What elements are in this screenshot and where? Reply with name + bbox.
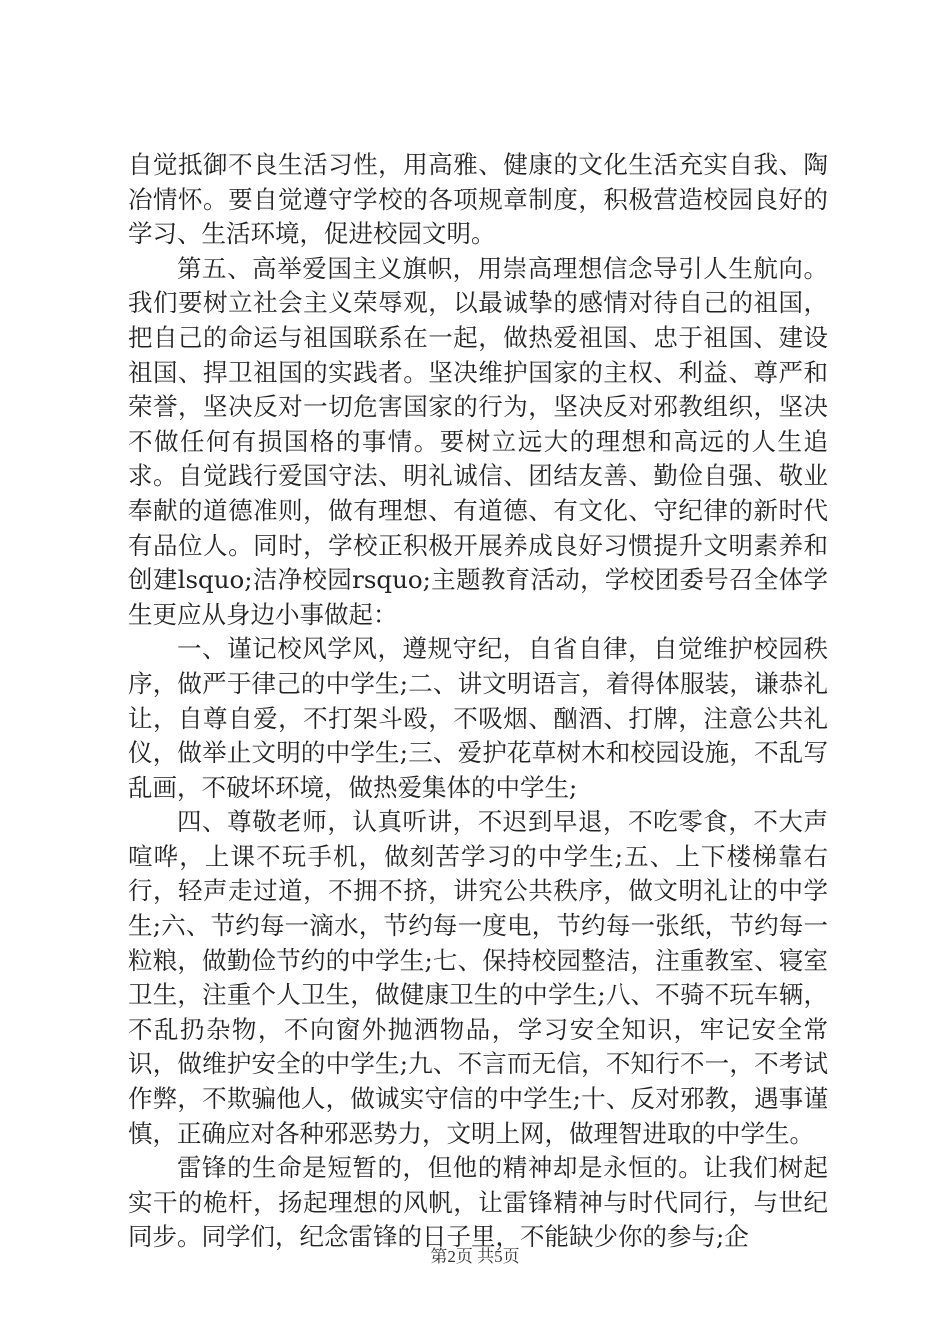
paragraph-3: 一、谨记校风学风，遵规守纪，自省自律，自觉维护校园秩序，做严于律己的中学生;二、讲文明语言，着得体服装，谦恭礼让，自尊自爱，不打架斗殴，不吸烟、酗酒、打牌，注意公共礼仪，做举止文明的中学生;三、爱护花草树木和校园设施，不乱写乱画，不破坏环境，做热爱集体的中学生; <box>128 634 828 802</box>
paragraph-4: 四、尊敬老师，认真听讲，不迟到早退，不吃零食，不大声喧哗，上课不玩手机，做刻苦学习的中学生;五、上下楼梯靠右行，轻声走过道，不拥不挤，讲究公共秩序，做文明礼让的中学生;六、节约每一滴水，节约每一度电，节约每一张纸，节约每一粒粮，做勤俭节约的中学生;七、保持校园整洁，注重教室、寝室卫生，注重个人卫生，做健康卫生的中学生;八、不骑不玩车辆，不乱扔杂物，不向窗外抛洒物品，学习安全知识，牢记安全常识，做维护安全的中学生;九、不言而无信，不知行不一，不考试作弊，不欺骗他人，做诚实守信的中学生;十、反对邪教，遇事谨慎，正确应对各种邪恶势力，文明上网，做理智进取的中学生。 <box>128 807 828 1148</box>
page-number-label: 第2页 共5页 <box>430 1247 520 1266</box>
paragraph-2: 第五、高举爱国主义旗帜，用崇高理想信念导引人生航向。我们要树立社会主义荣辱观，以最诚挚的感情对待自己的祖国，把自己的命运与祖国联系在一起，做热爱祖国、忠于祖国、建设祖国、捍卫祖国的实践者。坚决维护国家的主权、利益、尊严和荣誉，坚决反对一切危害国家的行为，坚决反对邪教组织，坚决不做任何有损国格的事情。要树立远大的理想和高远的人生追求。自觉践行爱国守法、明礼诚信、团结友善、勤俭自强、敬业奉献的道德准则，做有理想、有道德、有文化、守纪律的新时代有品位人。同时，学校正积极开展养成良好习惯提升文明素养和创建lsquo;洁净校园rsquo;主题教育活动，学校团委号召全体学生更应从身边小事做起： <box>128 253 828 629</box>
document-body <box>128 148 828 1255</box>
paragraph-5: 雷锋的生命是短暂的，但他的精神却是永恒的。让我们树起实干的桅杆，扬起理想的风帆，让雷锋精神与时代同行，与世纪同步。同学们，纪念雷锋的日子里，不能缺少你的参与;企 <box>128 1153 828 1252</box>
page-footer <box>0 1246 950 1268</box>
paragraph-1: 自觉抵御不良生活习性，用高雅、健康的文化生活充实自我、陶冶情怀。要自觉遵守学校的各项规章制度，积极营造校园良好的学习、生活环境，促进校园文明。 <box>128 150 828 249</box>
